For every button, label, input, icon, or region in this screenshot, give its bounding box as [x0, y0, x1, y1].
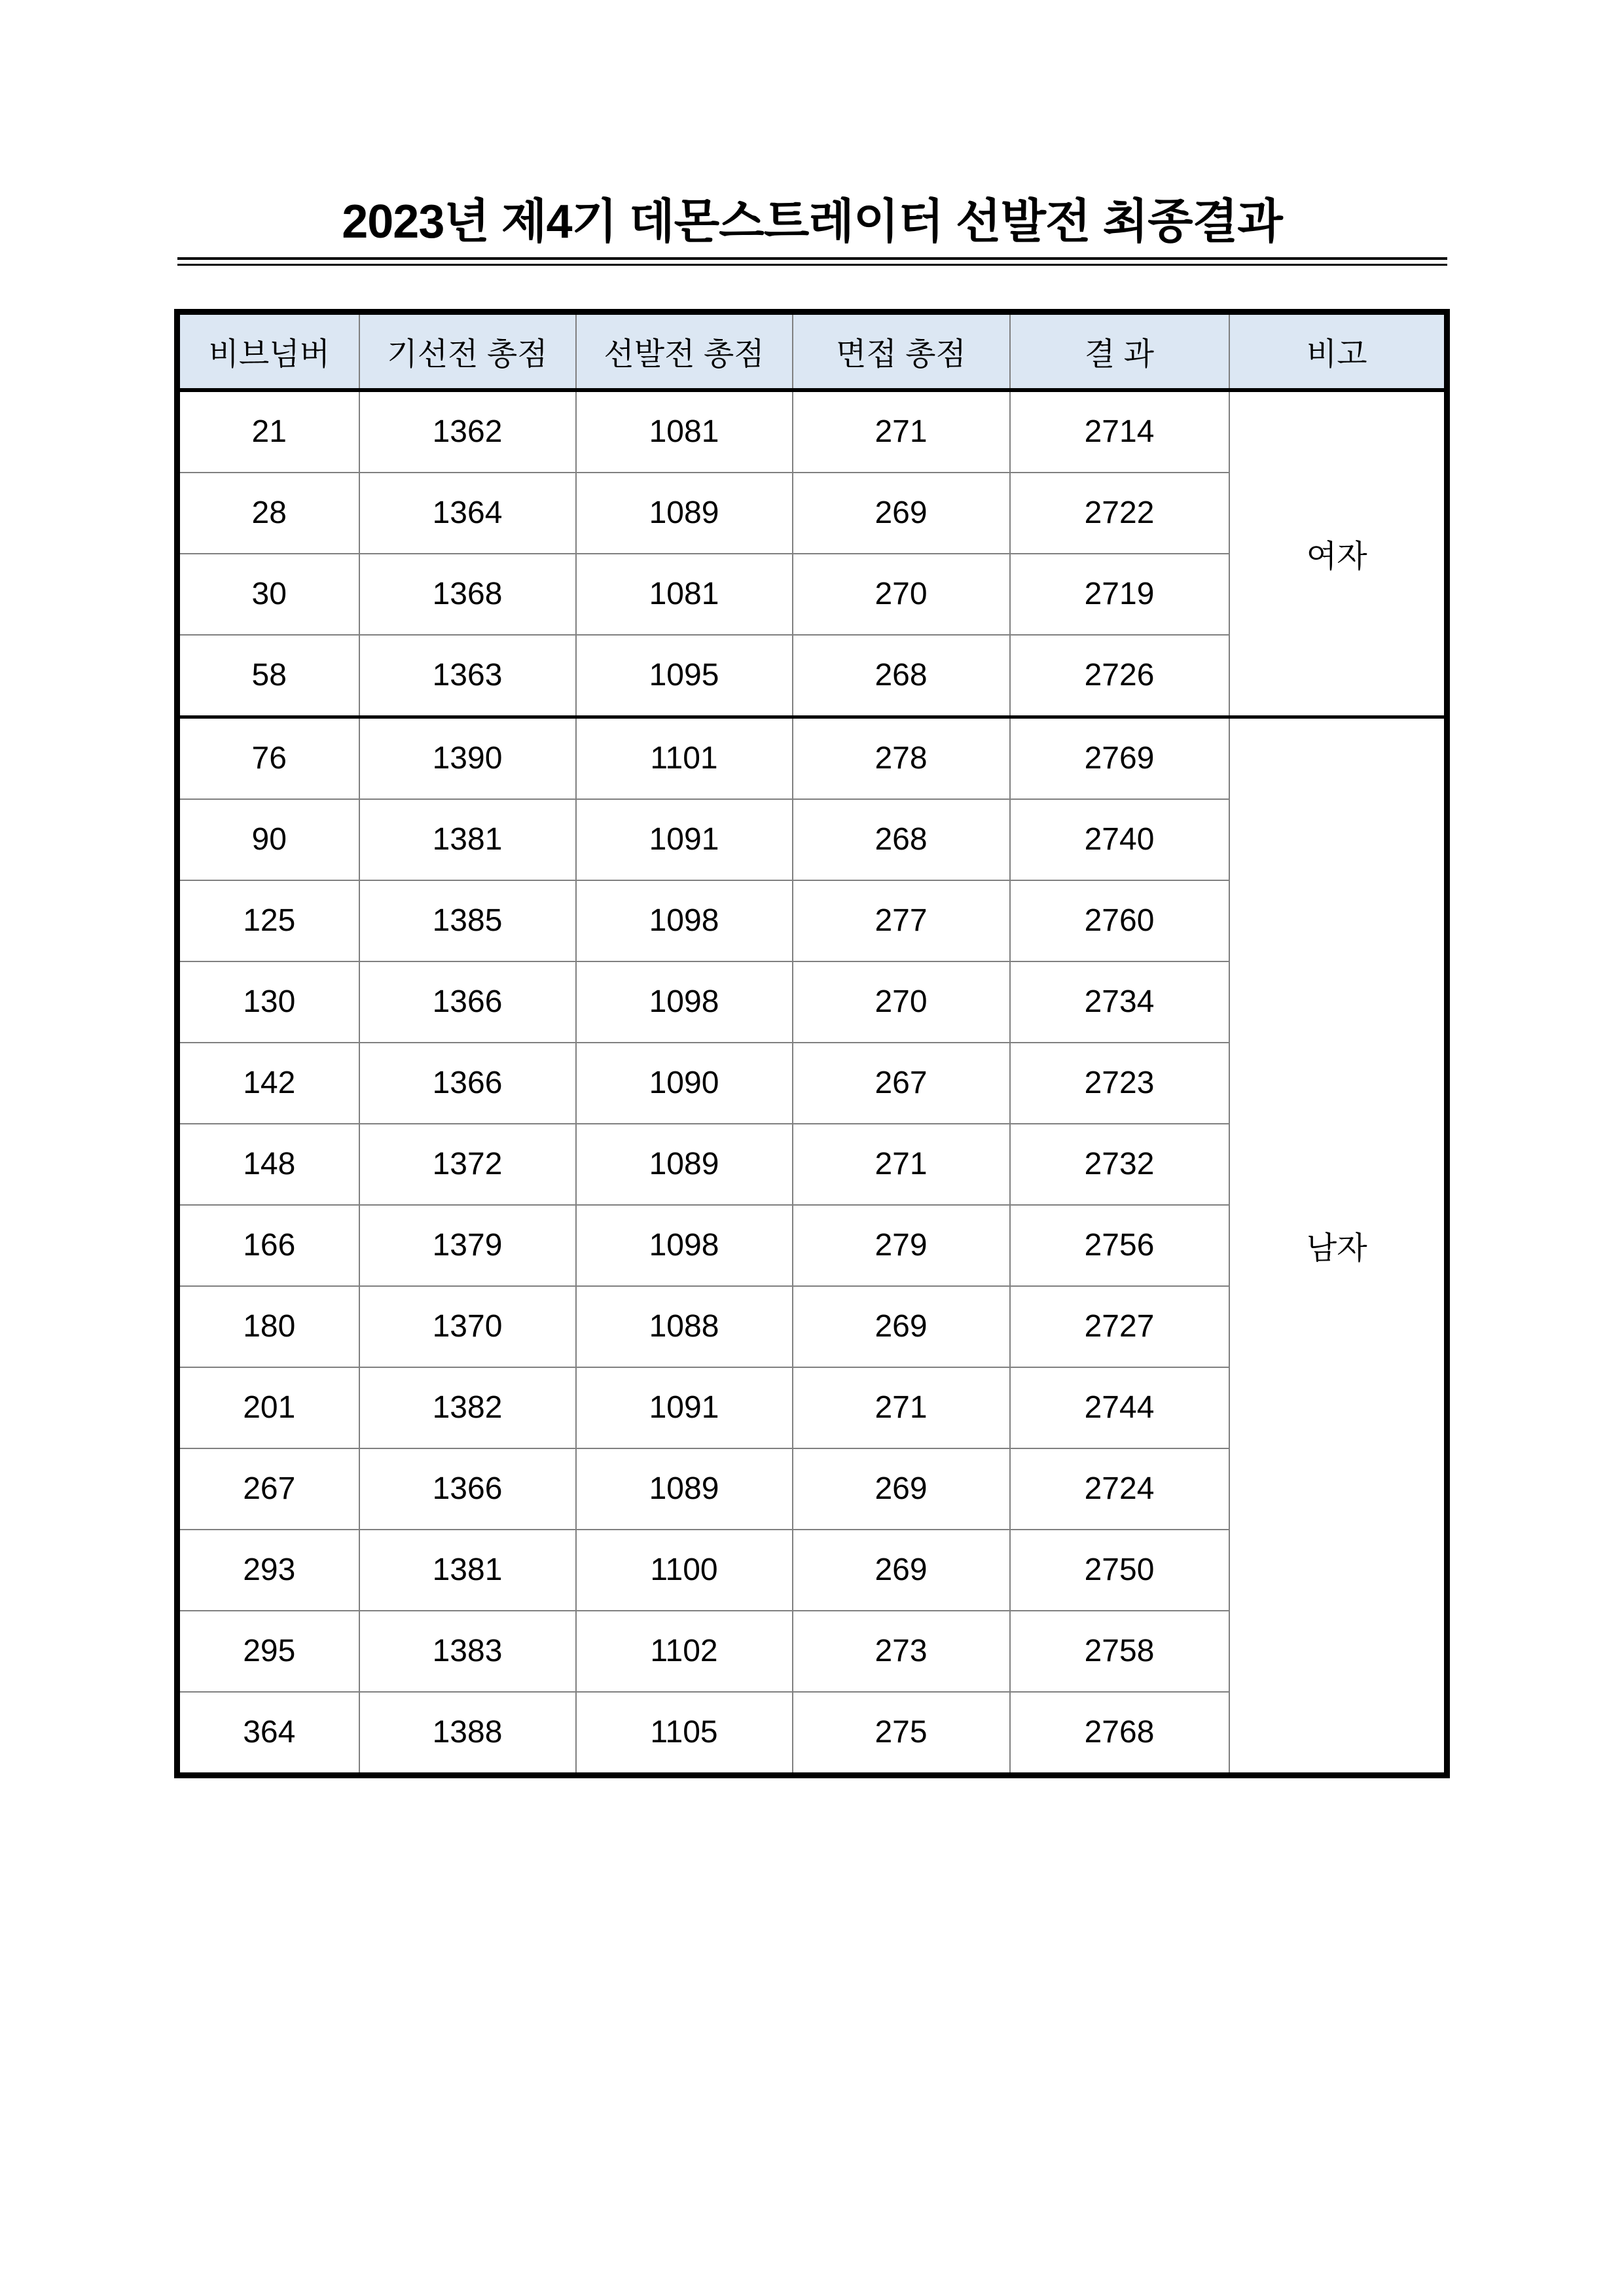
selection-total-cell: 1101 — [576, 717, 793, 799]
bib-number-cell: 142 — [177, 1043, 359, 1124]
interview-total-cell: 279 — [793, 1205, 1010, 1286]
interview-total-cell: 270 — [793, 554, 1010, 635]
bib-number-cell: 76 — [177, 717, 359, 799]
preliminary-total-cell: 1390 — [359, 717, 576, 799]
selection-total-cell: 1088 — [576, 1286, 793, 1367]
bib-number-cell: 21 — [177, 390, 359, 473]
selection-total-cell: 1089 — [576, 1448, 793, 1530]
bib-number-cell: 58 — [177, 635, 359, 717]
interview-total-cell: 271 — [793, 1124, 1010, 1205]
bib-number-cell: 90 — [177, 799, 359, 880]
interview-total-cell: 275 — [793, 1692, 1010, 1776]
selection-total-cell: 1091 — [576, 1367, 793, 1448]
selection-total-cell: 1089 — [576, 1124, 793, 1205]
result-cell: 2734 — [1010, 961, 1229, 1043]
preliminary-total-cell: 1370 — [359, 1286, 576, 1367]
results-table — [174, 309, 1450, 1778]
preliminary-total-cell: 1388 — [359, 1692, 576, 1776]
interview-total-cell: 277 — [793, 880, 1010, 961]
interview-total-cell: 273 — [793, 1611, 1010, 1692]
bib-number-cell: 180 — [177, 1286, 359, 1367]
bib-number-header: 비브넘버 — [177, 312, 359, 390]
bib-number-cell: 30 — [177, 554, 359, 635]
selection-total-cell: 1098 — [576, 961, 793, 1043]
selection-total-cell: 1102 — [576, 1611, 793, 1692]
interview-total-header: 면접 총점 — [793, 312, 1010, 390]
result-cell: 2758 — [1010, 1611, 1229, 1692]
bib-number-cell: 364 — [177, 1692, 359, 1776]
result-cell: 2727 — [1010, 1286, 1229, 1367]
interview-total-cell: 270 — [793, 961, 1010, 1043]
preliminary-total-cell: 1381 — [359, 1530, 576, 1611]
note-cell: 남자 — [1229, 717, 1447, 1775]
preliminary-total-header: 기선전 총점 — [359, 312, 576, 390]
result-cell: 2726 — [1010, 635, 1229, 717]
preliminary-total-cell: 1368 — [359, 554, 576, 635]
preliminary-total-cell: 1366 — [359, 1043, 576, 1124]
result-cell: 2756 — [1010, 1205, 1229, 1286]
selection-total-cell: 1091 — [576, 799, 793, 880]
preliminary-total-cell: 1372 — [359, 1124, 576, 1205]
result-cell: 2714 — [1010, 390, 1229, 473]
result-cell: 2732 — [1010, 1124, 1229, 1205]
results-table-body — [177, 390, 1447, 1776]
result-cell: 2740 — [1010, 799, 1229, 880]
bib-number-cell: 28 — [177, 473, 359, 554]
selection-total-cell: 1095 — [576, 635, 793, 717]
preliminary-total-cell: 1385 — [359, 880, 576, 961]
bib-number-cell: 295 — [177, 1611, 359, 1692]
preliminary-total-cell: 1366 — [359, 1448, 576, 1530]
table-row — [177, 390, 1447, 473]
interview-total-cell: 278 — [793, 717, 1010, 799]
interview-total-cell: 267 — [793, 1043, 1010, 1124]
result-cell: 2760 — [1010, 880, 1229, 961]
result-cell: 2724 — [1010, 1448, 1229, 1530]
interview-total-cell: 269 — [793, 473, 1010, 554]
table-row — [177, 717, 1447, 799]
selection-total-cell: 1098 — [576, 880, 793, 961]
selection-total-cell: 1090 — [576, 1043, 793, 1124]
interview-total-cell: 269 — [793, 1286, 1010, 1367]
result-cell: 2723 — [1010, 1043, 1229, 1124]
selection-total-cell: 1089 — [576, 473, 793, 554]
result-cell: 2750 — [1010, 1530, 1229, 1611]
interview-total-cell: 271 — [793, 1367, 1010, 1448]
preliminary-total-cell: 1363 — [359, 635, 576, 717]
selection-total-cell: 1100 — [576, 1530, 793, 1611]
bib-number-cell: 267 — [177, 1448, 359, 1530]
preliminary-total-cell: 1381 — [359, 799, 576, 880]
interview-total-cell: 271 — [793, 390, 1010, 473]
interview-total-cell: 268 — [793, 799, 1010, 880]
preliminary-total-cell: 1364 — [359, 473, 576, 554]
bib-number-cell: 148 — [177, 1124, 359, 1205]
selection-total-cell: 1081 — [576, 390, 793, 473]
interview-total-cell: 269 — [793, 1448, 1010, 1530]
result-cell: 2768 — [1010, 1692, 1229, 1776]
preliminary-total-cell: 1382 — [359, 1367, 576, 1448]
preliminary-total-cell: 1366 — [359, 961, 576, 1043]
selection-total-cell: 1081 — [576, 554, 793, 635]
bib-number-cell: 293 — [177, 1530, 359, 1611]
selection-total-cell: 1098 — [576, 1205, 793, 1286]
interview-total-cell: 269 — [793, 1530, 1010, 1611]
interview-total-cell: 268 — [793, 635, 1010, 717]
note-cell: 여자 — [1229, 390, 1447, 717]
bib-number-cell: 125 — [177, 880, 359, 961]
preliminary-total-cell: 1379 — [359, 1205, 576, 1286]
selection-total-cell: 1105 — [576, 1692, 793, 1776]
preliminary-total-cell: 1362 — [359, 390, 576, 473]
result-cell: 2769 — [1010, 717, 1229, 799]
result-cell: 2719 — [1010, 554, 1229, 635]
page-title: 2023년 제4기 데몬스트레이터 선발전 최종결과 — [342, 196, 1282, 248]
selection-total-header: 선발전 총점 — [576, 312, 793, 390]
title-divider — [177, 257, 1447, 266]
result-cell: 2722 — [1010, 473, 1229, 554]
bib-number-cell: 130 — [177, 961, 359, 1043]
result-cell: 2744 — [1010, 1367, 1229, 1448]
preliminary-total-cell: 1383 — [359, 1611, 576, 1692]
bib-number-cell: 201 — [177, 1367, 359, 1448]
note-header: 비고 — [1229, 312, 1447, 390]
result-header: 결 과 — [1010, 312, 1229, 390]
header-row — [177, 312, 1447, 390]
bib-number-cell: 166 — [177, 1205, 359, 1286]
